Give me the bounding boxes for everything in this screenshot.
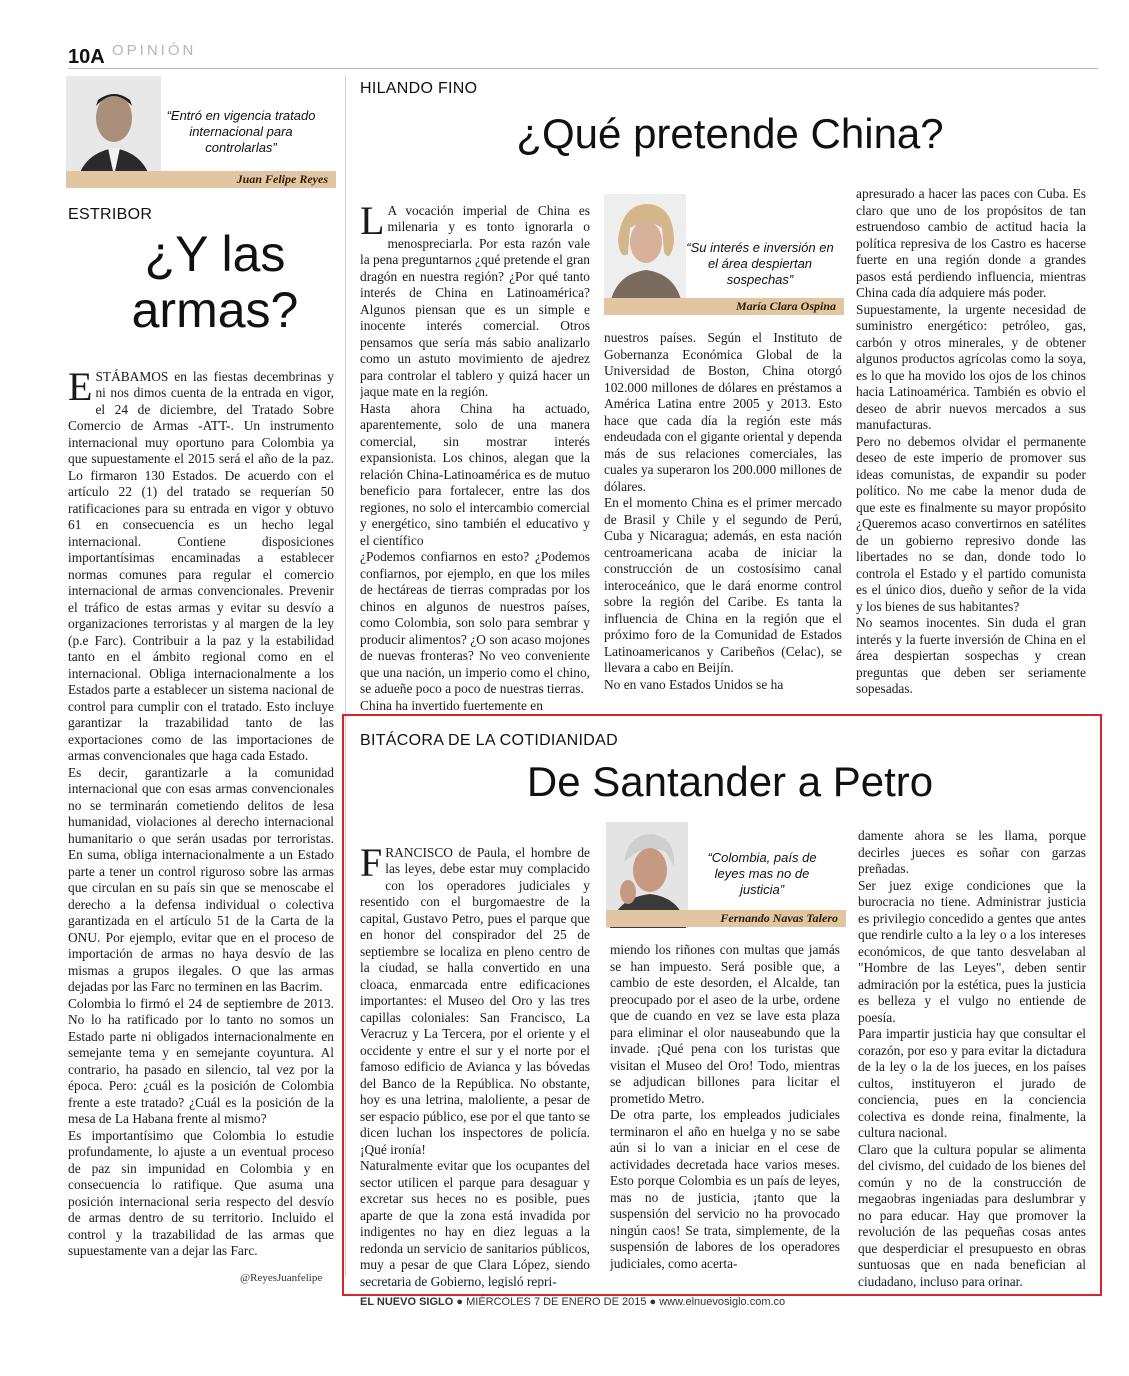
estribor-dropcap: E [68,363,93,409]
hilando-col1 [360,186,590,712]
author-quote-navas: “Colombia, país de leyes mas no de justicia” [707,850,817,897]
estribor-text: STÁBAMOS en las fiestas decembrinas y ni nos dimos cuenta de la entrada en vigor, el 24 de diciembre, del Tratado Sobre Comercio de Armas -ATT-. Un instrumento internacional muy oportuno para Colombia ya que supuestamente el 2015 será el año de la paz. Lo firmaron 130 Estados. De acuerdo con el artículo 22 (1) del tratado se requerían 50 ratificaciones para su entrada en vigor y obtuvo 61 en consecuencia es un hecho legal internacional. Contiene disposiciones importantísimas encaminadas a establecer normas comunes para regular el comercio internacional de armas convencionales. Prevenir el tráfico de estas armas y evitar su desvío a organizaciones terroristas y al margen de la ley (p.e Farc). Contribuir a la paz y la estabilidad tanto en el ámbito regional como en el internacional. Obliga internacionalmente a los Estados parte a establecer un sistema nacional de control para cumplir con el tratado. Esto incluye garantizar la trazabilidad tanto de las exportaciones como de las importaciones de armas convencionales que haga cada Estado. Es decir, garantizarle a la comunidad internacional que con esas armas convencionales no se terminarán cometiendo delitos de lesa humanidad, violaciones al derecho internacional humanitario o que serán usadas por terroristas. En suma, obliga internacionalmente a un Estado parte a tener un control riguroso sobre las armas que circulan en su país sin que se menoscabe el derecho a la defensa individual o colectiva garantizada en el artículo 51 de la Carta de la ONU. Por ejemplo, evitar que en el proceso de importación de armas no haya desvío de las mismas a grupos ilegales. O que las armas dejadas por las Farc no terminen en las Bacrim. Colombia lo firmó el 24 de septiembre de 2013. No lo ha ratificado por lo tanto no somos un Estado parte ni obligados internacionalmente en semejante tema y en semejante coyuntura. Al contrario, ha pasado en silencio, tal vez por la época. Pero: ¿cuál es la posición de Colombia frente a este tratado? ¿Cuál es la posición de la mesa de La Habana frente al mismo? Es importantísimo que Colombia lo estudie profundamente, lo ajuste a un eventual proceso de paz sin impunidad en Colombia y en consecuencia lo ratifique. Que asuma una posición internacional seria respecto del desvío de armas dentro de su territorio. Incluido el control y la trazabilidad de las armas que supuestamente van a dejar las Farc. [68,368,334,1258]
hilando-dropcap: L [360,197,385,243]
estribor-body [68,352,334,1264]
twitter-handle: @ReyesJuanfelipe [240,1272,323,1284]
author-quote-reyes: “Entró en vigencia tratado internacional para controlarlas” [166,108,316,155]
footer-bullet: ● [649,1296,657,1308]
bitacora-label: BITÁCORA DE LA COTIDIANIDAD [360,732,618,749]
hilando-col2: nuestros países. Según el Instituto de Gobernanza Económica Global de la Universidad de Boston, China otorgó 102.000 millones de dólares en préstamos a América Latina entre 2005 y 2013. Esto hace que cada día la región este más endeudada con el gigante oriental y dependa más de sus relaciones comerciales, las cuales ya superaron los 200.000 millones de dólares. En el momento China es el primer mercado de Brasil y Chile y el segundo de Perú, Cuba y Nicaragua; además, en esta nación centroamericana acaba de iniciar la construcción de un costosísimo canal interoceánico, que le dará enorme control sobre la región del Caribe. Es tanta la influencia de China en la región que el próximo foro de la Comunidad de Estados Latinoamericanos y Caribeños (Celac), se llevara a cabo en Beijín. No en vano Estados Unidos se ha [604,330,842,692]
hilando-label: HILANDO FINO [360,80,478,97]
bitacora-col1-text: RANCISCO de Paula, el hombre de las leyes, debe estar muy complacido con los operadores judiciales y resentido con el burgomaestre de la capital, Gustavo Petro, pues el parque que en honor del conspirador del 25 de septiembre se localiza en pleno centro de la ciudad, se halla convertido en una cloaca, enmarcada entre edificaciones importantes: el Museo del Oro y las tres capillas coloniales: San Francisco, La Veracruz y La Tercera, por el oriente y el occidente y entre el sur y el norte por el famoso edificio de Avianca y las bóvedas del Banco de la República. No obstante, hoy es una letrina, maloliente, a pesar de ser espacio público, ese por el que tanto se dicen luchan los inspectores de policía. ¡Qué ironía! Naturalmente evitar que los ocupantes del sector utilicen el parque para desaguar y excretar sus heces no es posible, pues aparte de que la zona está invadida por indigentes no hay en diez leguas a la redonda un servicio de sanitarios públicos, muy a pesar de que Clara López, siendo secretaria de Gobierno, legisló repri- [360,844,590,1288]
byline-reyes: Juan Felipe Reyes [66,171,336,188]
bitacora-col3: damente ahora se les llama, porque decirles jueces es soñar con garzas preñadas. Ser juez exige condiciones que la burocracia no tiene. Administrar justicia es privilegio concedido a gentes que antes que rendirle culto a la ley o a los intereses económicos, de que tanto desvelaban al "Hombre de las Leyes", deben sentir admiración por la estética, pues la justicia es belleza y el vulgo no entiende de poesía. Para impartir justicia hay que consultar el corazón, por eso y para evitar la dictadura de la ley o la de los jueces, en los países cultos, instituyeron el jurado de conciencia, pues en la conciencia colectiva es donde reina, finalmente, la cultura nacional. Claro que la cultura popular se alimenta del civismo, del cuidado de los bienes del común y no de la construcción de megaobras ingeniadas para deslumbrar y no para educar. Hay que promover la revolución de las pequeñas cosas antes que desperdiciar el presupuesto en obras suntuosas que en nada benefician al ciudadano, incluso para orinar. [858,828,1086,1288]
byline-ospina: María Clara Ospina [604,298,844,315]
byline-navas: Fernando Navas Talero [606,910,846,927]
author-photo-ospina [604,194,686,304]
bitacora-col2: miendo los riñones con multas que jamás se han impuesto. Será posible que, a cambio de este desorden, el Alcalde, tan preocupado por el aseo de la urbe, ordene que de cuando en vez se lave esta plaza para eliminar el olor nauseabundo que la invade. ¡Qué pena con los turistas que visitan el Museo del Oro! Todo, mientras se adjudican billones para licitar el prometido Metro. De otra parte, los empleados judiciales terminaron el año en huelga y no se sabe aún si lo van a iniciar en el cese de actividades decretada hace varios meses. Esto porque Colombia es un país de leyes, mas no de justicia, ¡tanto que la suspensión del servicio no ha provocado ningún caos! Se trata, simplemente, de la suspensión de labores de los operadores judiciales, como acerta- [610,942,840,1271]
author-quote-ospina: “Su interés e inversión en el área despiertan sospechas” [686,240,834,287]
hilando-col3: apresurado a hacer las paces con Cuba. Es claro que uno de los propósitos de tan estruendoso cambio de actitud hacia la política represiva de los Castro es hacerse fuerte en una región donde a grandes pasos está perdiendo influencia, mientras China cada día adquiere más poder. Supuestamente, la urgente necesidad de suministro energético: petróleo, gas, carbón y otros minerales, y de obtener algunos productos agrícolas como la soya, es lo que ha movido los ojos de los chinos hacia Latinoamérica. También es obvio el deseo de abrir nuevos mercados a sus manufacturas. Pero no debemos olvidar el permanente deseo de este imperio de promover sus ideas comunistas, de expandir su poder político. No me cabe la menor duda de que este es finalmente su mayor propósito ¿Queremos acaso convertirnos en satélites de un gobierno represivo donde las libertades no se dan, donde todo lo controla el Estado y el partido comunista es el único dios, dueño y señor de la vida y los bienes de sus habitantes? No seamos inocentes. Sin duda el gran interés y la fuerte inversión de China en el área despiertan sospechas y crean preguntas que deben ser seriamente sopesadas. [856,186,1086,696]
bitacora-col1 [360,828,590,1288]
page-number: 10A [68,46,105,68]
page-footer [360,1296,785,1308]
bitacora-dropcap: F [360,839,383,885]
header-rule [68,68,1098,69]
footer-paper: EL NUEVO SIGLO [360,1296,454,1308]
footer-date: MIÉRCOLES 7 DE ENERO DE 2015 [466,1296,647,1308]
footer-bullet: ● [456,1296,464,1308]
bitacora-title: De Santander a Petro [526,758,934,805]
estribor-title: ¿Y las armas? [131,226,299,338]
footer-website: www.elnuevosiglo.com.co [659,1296,786,1308]
hilando-title: ¿Qué pretende China? [516,110,944,157]
hilando-col1-text: A vocación imperial de China es milenaria y es tonto ignorarla o menospreciarla. Por esta razón vale la pena preguntarnos ¿qué pretende el gran dragón en nuestra región? ¿Por qué tanto interés de China en Latinoamérica? Algunos piensan que es un simple e inocente interés comercial. Otros pensamos que sería más sabio analizarlo como un astuto movimiento de ajedrez para controlar el tablero y quizá hacer un jaque mate en la región. Hasta ahora China ha actuado, aparentemente, solo de una manera comercial, sin mostrar interés expansionista. Los chinos, alegan que la relación China-Latinoamérica es de mutuo beneficio para fortalecer, entre las dos regiones, no solo el intercambio comercial y energético, sino también el educativo y el científico ¿Podemos confiarnos en esto? ¿Podemos confiarnos, por ejemplo, en que los miles de hectáreas de tierras compradas por los chinos en algunos de nuestros países, como Colombia, son solo para sembrar y producir alimentos? ¿O son acaso mojones de nuevas fronteras? No veo conveniente que una nación, un imperio como el chino, se adueñe poco a poco de nuestras tierras. China ha invertido fuertemente en [360,202,590,712]
estribor-label: ESTRIBOR [68,206,153,223]
section-name: OPINIÓN [112,42,197,59]
